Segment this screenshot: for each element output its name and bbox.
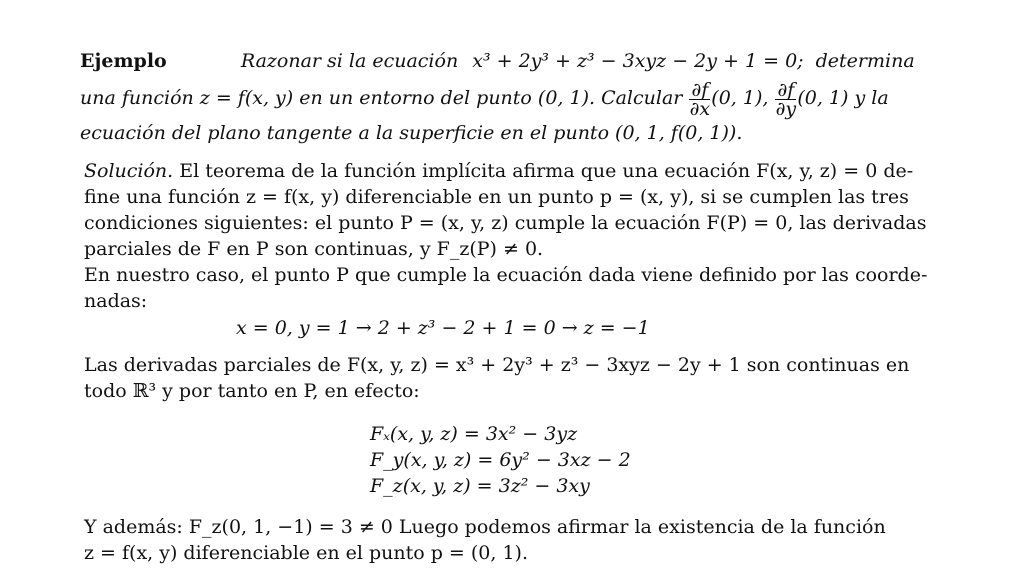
- solution-line-8: todo ℝ³ y por tanto en P, en efecto:: [84, 380, 420, 402]
- example-text: una función: [80, 87, 194, 109]
- solution-line-10: z = f(x, y) diferenciable en el punto p = (0, 1).: [84, 542, 528, 564]
- solution-line-3: condiciones siguientes: el punto P = (x, y, z) cumple la ecuación F(P) = 0, las derivadas: [84, 212, 927, 234]
- solution-line-6: nadas:: [84, 290, 148, 312]
- solution-line-9: Y además: F_z(0, 1, −1) = 3 ≠ 0 Luego podemos afirmar la existencia de la función: [84, 516, 886, 538]
- example-text-tail: y la: [854, 87, 889, 109]
- partial-fraction-y: $\frac{\partial f}{\partial y}$: [775, 78, 797, 120]
- solution-line-1: Solución. El teorema de la función implícita afirma que una ecuación F(x, y, z) = 0 de-: [84, 160, 914, 182]
- derivative-fy: F_y(x, y, z) = 6y² − 3xz − 2: [370, 449, 631, 471]
- derivative-fz: F_z(x, y, z) = 3z² − 3xy: [370, 475, 590, 497]
- example-equation: x³ + 2y³ + z³ − 3xyz − 2y + 1 = 0;: [472, 50, 804, 72]
- example-text: en un entorno del punto (0, 1). Calcular: [299, 87, 683, 109]
- solution-line-4: parciales de F en P son continuas, y F_z(P) ≠ 0.: [84, 238, 544, 260]
- partial-fraction-x: $\frac{\partial f}{\partial x}$: [689, 78, 711, 120]
- function-z-fxy: z = f(x, y): [199, 87, 294, 109]
- example-statement-line-2: una función z = f(x, y) en un entorno del punto (0, 1). Calcular $\frac{\partial f}{\partial x}$ (0, 1), $\frac{\partial f}{\partial y}$ (0, 1) y la: [80, 78, 889, 120]
- solution-line-2: fine una función z = f(x, y) diferenciable en un punto p = (x, y), si se cumplen las tres: [84, 186, 909, 208]
- solution-label: Solución.: [84, 160, 174, 182]
- point-equation: x = 0, y = 1 → 2 + z³ − 2 + 1 = 0 → z = −1: [236, 317, 650, 339]
- example-statement-line-1: [80, 50, 915, 72]
- solution-line-5: En nuestro caso, el punto P que cumple la ecuación dada viene definido por las coorde-: [84, 264, 928, 286]
- solution-line-7: Las derivadas parciales de F(x, y, z) = x³ + 2y³ + z³ − 3xyz − 2y + 1 son continuas en: [84, 354, 910, 376]
- example-statement-line-3: ecuación del plano tangente a la superficie en el punto (0, 1, f(0, 1)).: [80, 122, 743, 144]
- example-label: Ejemplo: [80, 50, 167, 72]
- example-text: Razonar si la ecuación: [240, 50, 459, 72]
- example-text-tail: determina: [815, 50, 915, 72]
- derivative-fx: Fₓ(x, y, z) = 3x² − 3yz: [370, 423, 578, 445]
